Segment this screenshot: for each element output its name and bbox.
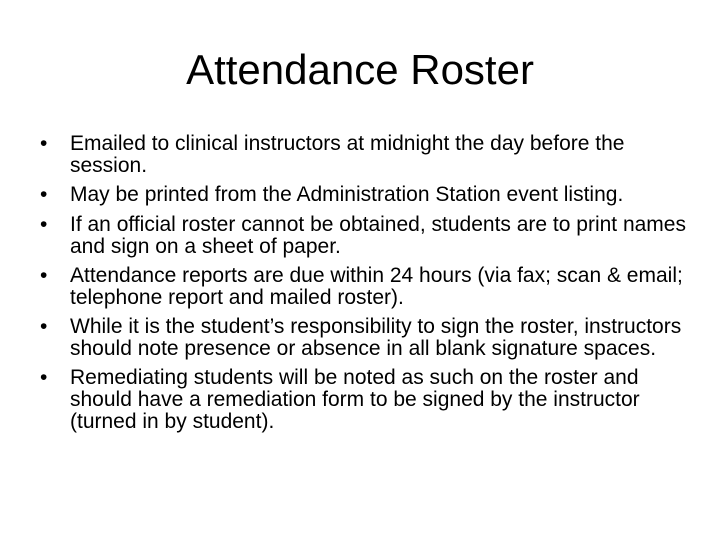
bullet-dot-icon: •	[40, 183, 48, 207]
bullet-list	[36, 133, 686, 441]
bullet-dot-icon: •	[40, 263, 48, 287]
bullet-item	[36, 265, 686, 309]
bullet-dot-icon: •	[40, 132, 48, 155]
slide-title: Attendance Roster	[186, 46, 534, 93]
bullet-dot-icon: •	[40, 315, 48, 339]
bullet-text: Remediating students will be noted as such on the roster and should have a remediation form to be signed by the instructor (turned in by student).	[70, 366, 640, 434]
bullet-dot-icon: •	[40, 366, 48, 390]
bullet-item	[36, 316, 686, 360]
bullet-item	[36, 367, 686, 433]
bullet-item	[36, 184, 686, 206]
bullet-text: While it is the student’s responsibility to sign the roster, instructors should note presence or absence in all blank signature spaces.	[70, 315, 682, 361]
bullet-item	[36, 133, 686, 177]
bullet-item	[36, 214, 686, 258]
bullet-text: Emailed to clinical instructors at midnight the day before the session.	[70, 132, 625, 177]
bullet-text: Attendance reports are due within 24 hours (via fax; scan & email; telephone report and mailed roster).	[70, 263, 683, 309]
bullet-dot-icon: •	[40, 212, 48, 236]
bullet-text: May be printed from the Administration Station event listing.	[70, 183, 624, 207]
bullet-text: If an official roster cannot be obtained, students are to print names and sign on a sheet of paper.	[70, 212, 686, 258]
